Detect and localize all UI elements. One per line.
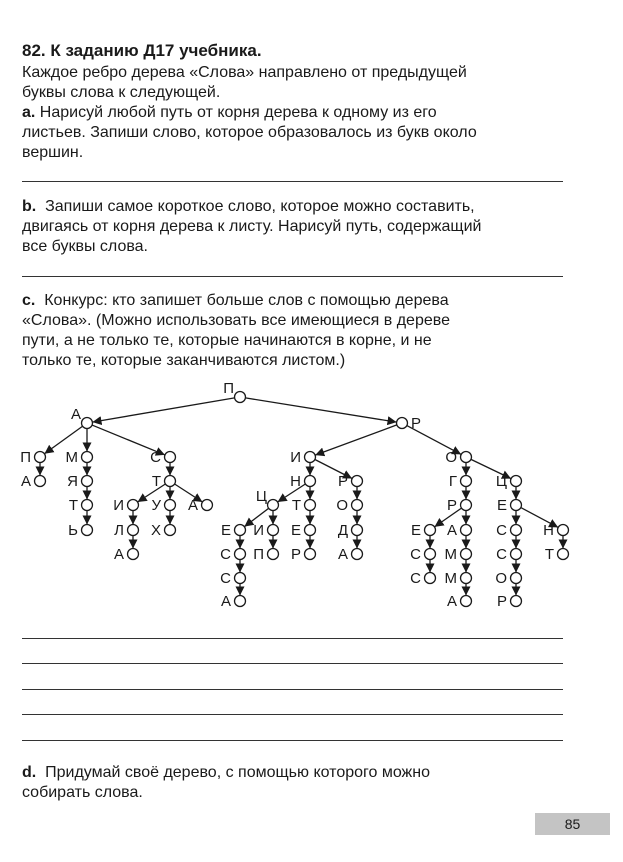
page-number: 85 — [535, 813, 610, 835]
tree-node-circle — [268, 525, 279, 536]
part-c-line-1 — [22, 290, 449, 311]
tree-node-letter: А — [70, 406, 81, 423]
tree-node-circle — [82, 452, 93, 463]
tree-node-circle — [128, 549, 139, 560]
answer-line-b[interactable] — [22, 276, 563, 277]
tree-node-circle — [461, 452, 472, 463]
tree-node-circle — [425, 573, 436, 584]
tree-node-letter: Р — [446, 497, 457, 514]
part-c-line-2: «Слова». (Можно использовать все имеющиеся в дереве — [22, 312, 450, 329]
part-c-line-4: только те, которые заканчиваются листом.) — [22, 352, 346, 369]
tree-node-circle — [352, 476, 363, 487]
tree-node-circle — [235, 573, 246, 584]
tree-node-circle — [511, 476, 522, 487]
tree-node-letter: О — [336, 497, 348, 514]
tree-node-letter: Е — [410, 522, 421, 539]
tree-node-letter: Х — [150, 522, 161, 539]
tree-node-circle — [165, 452, 176, 463]
tree-node-letter: Р — [411, 415, 422, 432]
part-c-line-3: пути, а не только те, которые начинаются в корне, и не — [22, 332, 432, 349]
tree-node-letter: О — [495, 570, 507, 587]
tree-edge-arrow — [315, 425, 397, 455]
task-intro-line-2: буквы слова к следующей. — [22, 84, 221, 101]
tree-node-circle — [397, 418, 408, 429]
tree-node-letter: У — [151, 497, 161, 514]
tree-node-letter: А — [113, 546, 124, 563]
tree-node-circle — [558, 549, 569, 560]
tree-node-circle — [165, 525, 176, 536]
tree-node-circle — [235, 596, 246, 607]
tree-node-letter: Л — [114, 522, 124, 539]
tree-node-letter: Д — [337, 522, 348, 539]
tree-node-letter: П — [223, 380, 234, 397]
part-b-line-2: двигаясь от корня дерева к листу. Нарисуй путь, содержащий — [22, 218, 482, 235]
part-d-text-1: Придумай своё дерево, с помощью которого можно — [45, 764, 430, 781]
tree-edge-arrow — [92, 398, 234, 422]
tree-node-letter: Н — [290, 473, 301, 490]
tree-node-circle — [461, 596, 472, 607]
tree-node-circle — [511, 549, 522, 560]
tree-node-letter: Г — [448, 473, 457, 490]
tree-node-letter: С — [150, 449, 161, 466]
tree-node-letter: Е — [496, 497, 507, 514]
tree-edge-arrow — [245, 398, 396, 422]
part-b-line-1 — [22, 196, 475, 217]
tree-node-letter: Т — [68, 497, 78, 514]
tree-node-letter: С — [410, 546, 421, 563]
tree-node-circle — [82, 525, 93, 536]
tree-node-letter: Р — [290, 546, 301, 563]
tree-node-letter: С — [220, 546, 231, 563]
part-d-letter: d. — [22, 764, 37, 781]
tree-node-circle — [461, 500, 472, 511]
tree-node-letter: А — [446, 593, 457, 610]
tree-node-letter: А — [220, 593, 231, 610]
tree-node-letter: Ц — [255, 488, 267, 505]
tree-node-letter: Е — [220, 522, 231, 539]
tree-node-letter: С — [496, 546, 507, 563]
tree-node-circle — [165, 476, 176, 487]
tree-node-letter: И — [290, 449, 301, 466]
tree-node-letter: Н — [543, 522, 554, 539]
tree-node-circle — [235, 392, 246, 403]
part-a-line-2: листьев. Запиши слово, которое образовалось из букв около — [22, 124, 477, 141]
tree-node-circle — [82, 500, 93, 511]
tree-node-circle — [235, 549, 246, 560]
tree-node-circle — [268, 500, 279, 511]
tree-node-circle — [35, 452, 46, 463]
tree-node-circle — [305, 549, 316, 560]
tree-node-circle — [128, 500, 139, 511]
part-a-line-3: вершин. — [22, 144, 84, 161]
tree-node-letter: М — [444, 570, 457, 587]
tree-node-letter: П — [253, 546, 264, 563]
tree-node-letter: Т — [291, 497, 301, 514]
part-d-line-1 — [22, 762, 430, 783]
answer-line-c-5[interactable] — [22, 740, 563, 741]
tree-node-circle — [425, 525, 436, 536]
answer-line-a[interactable] — [22, 181, 563, 182]
tree-node-circle — [128, 525, 139, 536]
tree-node-circle — [35, 476, 46, 487]
tree-node-letter: П — [20, 449, 31, 466]
tree-node-letter: И — [253, 522, 264, 539]
tree-node-circle — [558, 525, 569, 536]
tree-node-circle — [305, 476, 316, 487]
answer-line-c-2[interactable] — [22, 663, 563, 664]
tree-node-circle — [305, 525, 316, 536]
tree-node-letter: С — [410, 570, 421, 587]
tree-node-letter: Е — [290, 522, 301, 539]
tree-node-circle — [461, 573, 472, 584]
tree-node-letter: А — [337, 546, 348, 563]
part-d-line-2: собирать слова. — [22, 784, 143, 801]
part-c-letter: c. — [22, 292, 36, 309]
tree-node-letter: Я — [67, 473, 78, 490]
tree-node-circle — [305, 500, 316, 511]
tree-node-circle — [511, 525, 522, 536]
tree-node-circle — [352, 549, 363, 560]
tree-node-circle — [511, 573, 522, 584]
part-b-letter: b. — [22, 198, 37, 215]
tree-node-letter: С — [220, 570, 231, 587]
tree-node-letter: Р — [337, 473, 348, 490]
word-tree-diagram — [0, 375, 623, 615]
tree-node-letter: Ь — [68, 522, 78, 539]
tree-node-circle — [425, 549, 436, 560]
tree-node-circle — [305, 452, 316, 463]
tree-node-circle — [165, 500, 176, 511]
tree-node-letter: Ц — [495, 473, 507, 490]
tree-node-circle — [461, 476, 472, 487]
tree-node-circle — [82, 476, 93, 487]
tree-node-letter: Т — [544, 546, 554, 563]
tree-node-letter: С — [496, 522, 507, 539]
tree-node-circle — [202, 500, 213, 511]
tree-node-circle — [511, 500, 522, 511]
answer-line-c-3[interactable] — [22, 689, 563, 690]
tree-node-circle — [461, 549, 472, 560]
tree-node-circle — [268, 549, 279, 560]
tree-node-circle — [235, 525, 246, 536]
tree-node-letter: Р — [496, 593, 507, 610]
tree-node-letter: Т — [151, 473, 161, 490]
tree-node-letter: А — [20, 473, 31, 490]
tree-node-letter: М — [444, 546, 457, 563]
part-b-line-3: все буквы слова. — [22, 238, 148, 255]
part-a-letter: a. — [22, 104, 36, 121]
part-a-line-1 — [22, 102, 437, 123]
task-intro-line-1: Каждое ребро дерева «Слова» направлено от предыдущей — [22, 64, 467, 81]
answer-line-c-1[interactable] — [22, 638, 563, 639]
tree-node-circle — [352, 500, 363, 511]
tree-node-letter: А — [446, 522, 457, 539]
part-c-text-1: Конкурс: кто запишет больше слов с помощью дерева — [44, 292, 449, 309]
tree-node-circle — [461, 525, 472, 536]
tree-node-circle — [511, 596, 522, 607]
part-b-text-1: Запиши самое короткое слово, которое можно составить, — [45, 198, 475, 215]
tree-node-letter: О — [445, 449, 457, 466]
tree-node-circle — [82, 418, 93, 429]
tree-node-letter: И — [113, 497, 124, 514]
tree-node-circle — [352, 525, 363, 536]
tree-node-letter: А — [187, 497, 198, 514]
part-a-text-1: Нарисуй любой путь от корня дерева к одному из его — [39, 104, 437, 121]
task-title: 82. К заданию Д17 учебника. — [22, 41, 262, 60]
answer-line-c-4[interactable] — [22, 714, 563, 715]
tree-node-letter: М — [65, 449, 78, 466]
